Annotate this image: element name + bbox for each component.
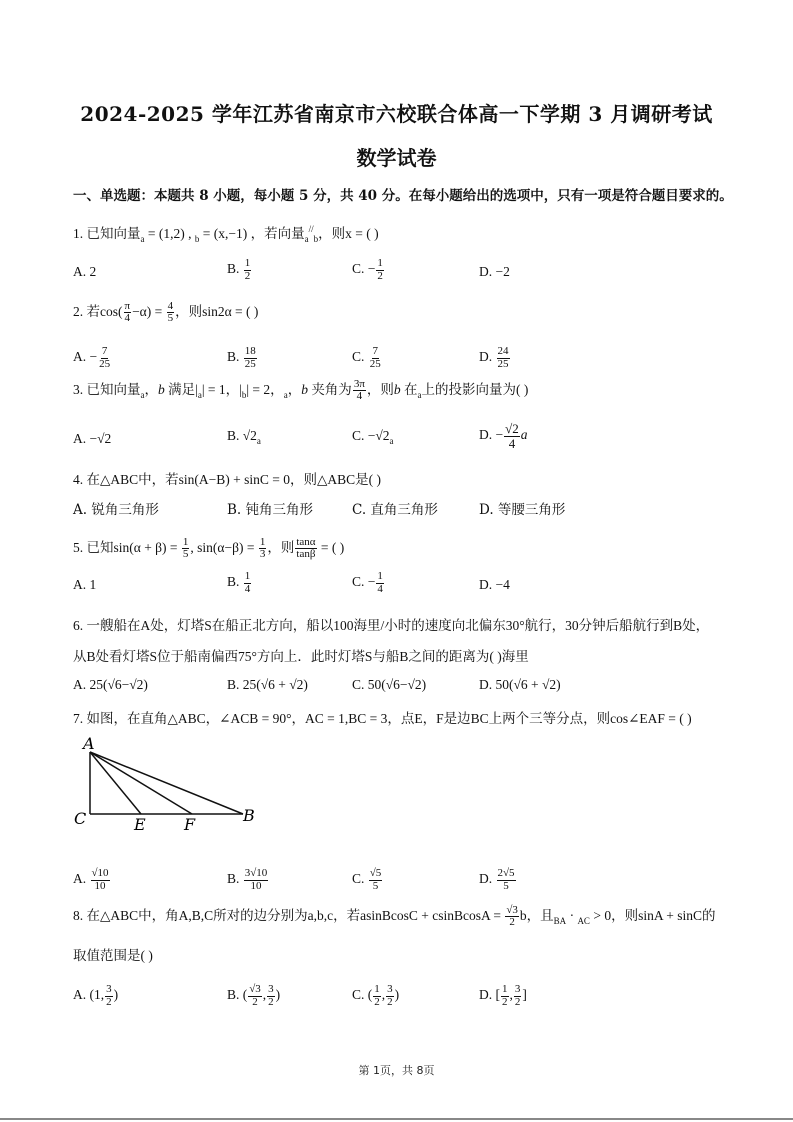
q5-option-c[interactable]: C. − $\frac{1}{4}$ [352,570,383,595]
q7-option-a[interactable]: A. $\frac{√10}{10}$ [73,867,109,892]
section-heading: 一、单选题：本题共 8 小题，每小题 5 分，共 40 分。在每小题给出的选项中，只有一项是符合题目要求的。 [73,188,733,204]
label-a: A [83,734,95,753]
q1-option-b[interactable]: B. $\frac{1}{2}$ [227,257,251,282]
question-7: 7. 如图，在直角△ABC，∠ACB = 90°，AC = 1,BC = 3，点E，F是边BC上两个三等分点，则cos∠EAF = ( ) [73,711,692,726]
question-3: 3. 已知向量$_a$，b 满足$|_a| = 1$，$|_b| = 2$，$_a$，b 夹角为 $\frac{3\pi}{4}$ ，则b 在$_a$上的投影向量为( ) [73,377,529,403]
q2-option-b[interactable]: B. $\frac{18}{25}$ [227,345,256,370]
triangle-figure [70,732,270,836]
q4-option-b[interactable]: B. 钝角三角形 [227,502,314,518]
question-2: 2. 若cos( $\frac{\pi}{4}$ −α) = $\frac{4}{5}$ ，则sin2α = ( ) [73,299,259,325]
label-e: E [134,815,146,834]
q3-option-b[interactable]: B. $√2_a$ [227,428,261,446]
label-b: B [243,806,255,825]
q1-option-c[interactable]: C. − $\frac{1}{2}$ [352,257,383,282]
q7-option-b[interactable]: B. $\frac{3√10}{10}$ [227,867,268,892]
q7-option-c[interactable]: C. $\frac{√5}{5}$ [352,867,382,892]
q6-option-c[interactable]: C. 50(√6−√2) [352,677,427,692]
q8-option-c[interactable]: C. ( $\frac{1}{2}$ , $\frac{3}{2}$ ) [352,983,400,1008]
label-f: F [184,815,196,834]
question-1: 1. 已知向量$_a$ = (1,2) , $_b$ = (x,−1) ，若向量$_a$//$_b$，则x = ( ) [73,224,379,244]
title-line1: 2024-2025 学年江苏省南京市六校联合体高一下学期 3 月调研考试 [80,102,713,126]
question-6-line1: 6. 一艘船在A处，灯塔S在船正北方向，船以100海里/小时的速度向北偏东30°航行，30分钟后船航行到B处， [73,618,710,633]
q1-option-a[interactable]: A. 2 [73,264,97,279]
bottom-divider [0,1118,793,1120]
question-4: 4. 在△ABC中，若sin(A−B) + sinC = 0，则△ABC是( ) [73,472,381,487]
q2-option-d[interactable]: D. $\frac{24}{25}$ [479,345,509,370]
q4-option-d[interactable]: D. 等腰三角形 [479,502,566,518]
q4-option-c[interactable]: C. 直角三角形 [352,502,438,518]
q7-option-d[interactable]: D. $\frac{2√5}{5}$ [479,867,515,892]
title-line2: 数学试卷 [356,146,437,170]
q6-option-d[interactable]: D. 50(√6 + √2) [479,677,561,692]
segment-af [90,752,192,814]
q5-option-a[interactable]: A. 1 [73,577,97,592]
q1-option-d[interactable]: D. −2 [479,264,510,279]
question-6-line2: 从B处看灯塔S位于船南偏西75°方向上．此时灯塔S与船B之间的距离为( )海里 [73,649,529,664]
q3-option-a[interactable]: A. −√2 [73,431,112,446]
q8-option-d[interactable]: D. [ $\frac{1}{2}$ , $\frac{3}{2}$ ] [479,983,527,1008]
question-8-line1: 8. 在△ABC中，角A,B,C所对的边分别为a,b,c，若asinBcosC + csinBcosA = $\frac{√3}{2}$ b，且$_{BA}$ · $_{AC}$ > 0，则sinA + sinC的 [73,903,716,929]
q6-option-b[interactable]: B. 25(√6 + √2) [227,677,308,692]
q3-option-c[interactable]: C. $-√2_a$ [352,428,394,446]
q5-option-d[interactable]: D. −4 [479,577,510,592]
q8-option-a[interactable]: A. (1, $\frac{3}{2}$ ) [73,983,119,1008]
q2-option-a[interactable]: A. − $\frac{7}{25}$ [73,345,111,370]
q5-option-b[interactable]: B. $\frac{1}{4}$ [227,570,251,595]
q8-option-b[interactable]: B. ( $\frac{√3}{2}$ , $\frac{3}{2}$ ) [227,983,281,1008]
q2-option-c[interactable]: C. $\frac{7}{25}$ [352,345,381,370]
side-ab [90,752,243,814]
label-c: C [74,809,87,828]
question-8-line2: 取值范围是( ) [73,948,153,963]
segment-ae [90,752,141,814]
q3-option-d[interactable]: D. − $\frac{√2}{4}$ a [479,421,528,451]
question-5: 5. 已知sin(α + β) = $\frac{1}{5}$ , sin(α−β) = $\frac{1}{3}$ ，则 $\frac{\tan\alpha}{\tan\beta}$ = ( ) [73,535,345,561]
q4-option-a[interactable]: A. 锐角三角形 [73,502,159,518]
q6-option-a[interactable]: A. 25(√6−√2) [73,677,148,692]
page-footer: 第 1页，共 8页 [358,1064,435,1077]
